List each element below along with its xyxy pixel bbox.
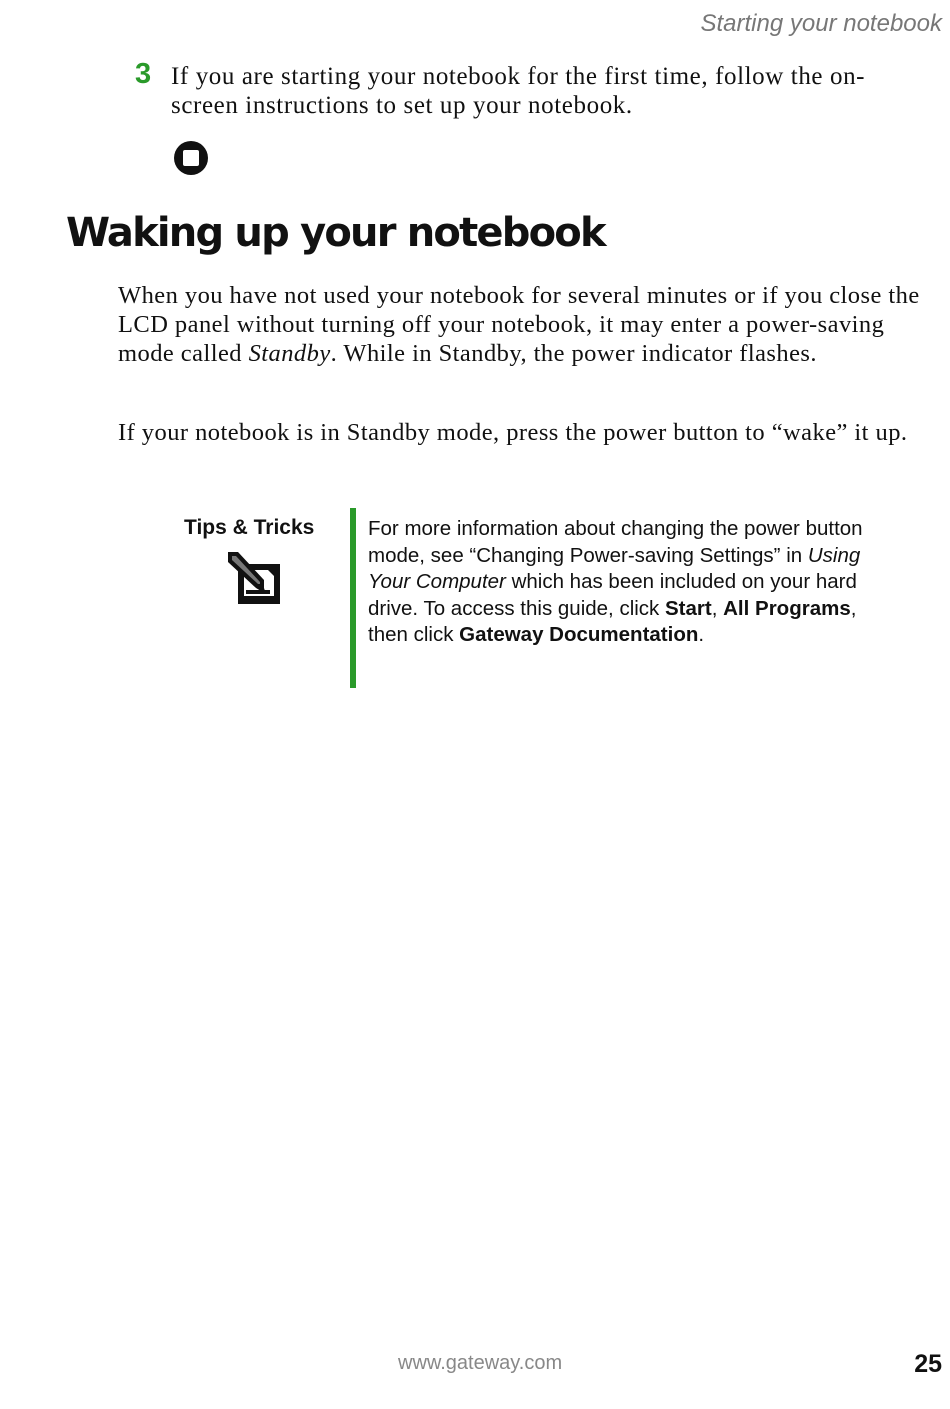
- all-programs-ref: All Programs: [723, 596, 851, 620]
- tips-divider-bar: [350, 508, 356, 688]
- running-header: Starting your notebook: [700, 10, 942, 37]
- tips-text: For more information about changing the power button mode, see “Changing Power-saving Settings” in Using Your Computer which has been included on your hard drive. To access this guide, click Start, All Programs, then click Gateway Documentation.: [368, 517, 863, 647]
- tips-pen-icon: [224, 550, 282, 608]
- tips-label: Tips & Tricks: [184, 516, 315, 539]
- page-number: 25: [914, 1350, 942, 1378]
- wake-paragraph: If your notebook is in Standby mode, press the power button to “wake” it up.: [118, 419, 908, 446]
- end-of-steps-icon: [173, 140, 209, 176]
- step-text: If you are starting your notebook for the first time, follow the on-screen instructions to set up your notebook.: [171, 63, 866, 119]
- start-menu-ref: Start: [665, 596, 712, 620]
- section-heading: Waking up your notebook: [66, 210, 605, 256]
- standby-term: Standby: [248, 340, 331, 367]
- footer-url: www.gateway.com: [398, 1352, 563, 1374]
- standby-paragraph: When you have not used your notebook for several minutes or if you close the LCD panel without turning off your notebook, it may enter a power-saving mode called Standby. While in Standby, the power indicator flashes.: [118, 282, 920, 367]
- gateway-documentation-ref: Gateway Documentation: [459, 623, 699, 647]
- guide-title: Using Your Computer: [368, 543, 861, 594]
- step-number: 3: [135, 58, 152, 90]
